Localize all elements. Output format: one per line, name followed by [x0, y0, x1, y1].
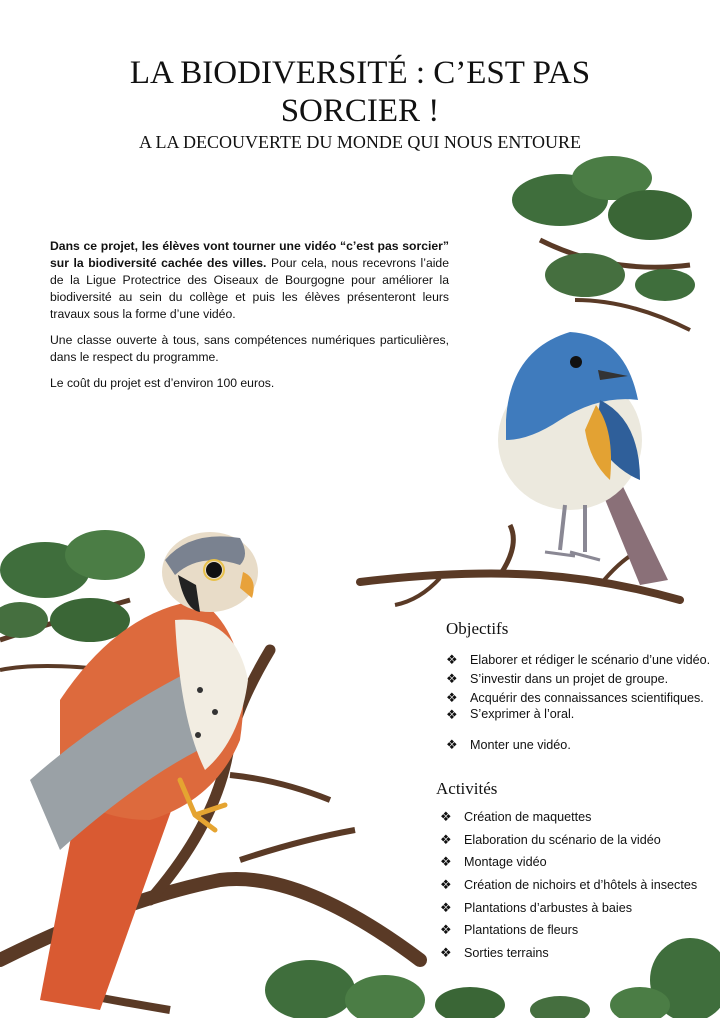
list-item: ❖ Acquérir des connaissances scientifiques.	[446, 689, 704, 705]
list-item: ❖ Elaboration du scénario de la vidéo	[440, 831, 661, 847]
objectives-list	[446, 650, 710, 754]
intro-paragraph-3: Le coût du projet est d’environ 100 euros.	[50, 376, 275, 390]
list-item: ❖ Elaborer et rédiger le scénario d’une vidéo.	[446, 651, 711, 667]
page-title	[0, 54, 720, 130]
diamond-bullet-icon: ❖	[440, 922, 452, 938]
diamond-bullet-icon: ❖	[446, 689, 458, 705]
page-subtitle: A LA DECOUVERTE DU MONDE QUI NOUS ENTOURE	[138, 132, 582, 152]
activities-heading: Activités	[436, 779, 498, 798]
list-item: ❖ S’exprimer à l’oral.	[446, 707, 575, 722]
list-item: ❖ Monter une vidéo.	[446, 736, 571, 752]
intro-paragraph-1	[50, 238, 449, 323]
pine-foliage-top-right	[512, 156, 695, 330]
diamond-bullet-icon: ❖	[440, 831, 452, 847]
list-item: ❖ Plantations d’arbustes à baies	[440, 899, 633, 915]
diamond-bullet-icon: ❖	[446, 651, 458, 667]
intro-text	[50, 238, 449, 401]
diamond-bullet-icon: ❖	[440, 944, 452, 960]
list-item: ❖ Plantations de fleurs	[440, 922, 579, 938]
diamond-bullet-icon: ❖	[440, 809, 452, 825]
diamond-bullet-icon: ❖	[446, 707, 458, 722]
title-line-1: LA BIODIVERSITÉ : C’EST PAS	[129, 55, 591, 91]
diamond-bullet-icon: ❖	[440, 854, 452, 870]
list-item: ❖ Création de maquettes	[440, 809, 592, 825]
robin-bird-illustration	[498, 332, 668, 585]
activities-list	[440, 806, 697, 964]
diamond-bullet-icon: ❖	[446, 670, 458, 686]
diamond-bullet-icon: ❖	[440, 877, 452, 893]
intro-bold-text: Dans ce projet, les élèves vont tourner une vidéo “c’est pas sorcier” sur la biodiversité cachée des villes.	[50, 239, 449, 270]
list-item: ❖ Sorties terrains	[440, 944, 549, 960]
intro-regular-text: Pour cela, nous recevrons l’aide de la Ligue Protectrice des Oiseaux de Bourgogne pour améliorer la biodiversité au sein du collège et puis les élèves présenteront leurs travaux sous la forme d’une vidéo.	[50, 256, 449, 321]
list-item: ❖ S’investir dans un projet de groupe.	[446, 670, 669, 686]
list-item: ❖ Création de nichoirs et d’hôtels à insectes	[440, 877, 698, 893]
diamond-bullet-icon: ❖	[446, 736, 458, 752]
objectives-heading: Objectifs	[446, 619, 509, 638]
intro-paragraph-2: Une classe ouverte à tous, sans compétences numériques particulières, dans le respect du programme.	[50, 333, 449, 364]
diamond-bullet-icon: ❖	[440, 899, 452, 915]
list-item: ❖ Montage vidéo	[440, 854, 547, 870]
title-line-2: SORCIER !	[280, 93, 440, 129]
